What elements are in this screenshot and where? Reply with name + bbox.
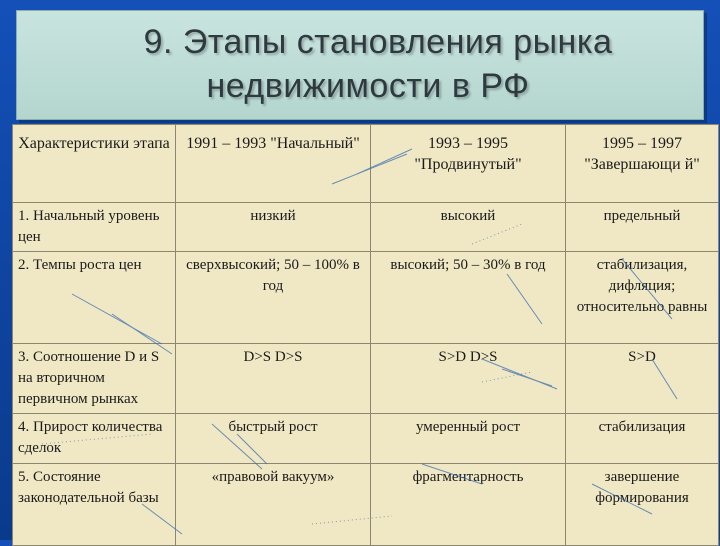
row-label-cell: 4. Прирост количества сделок <box>13 414 176 464</box>
table-cell: фрагментарность <box>371 464 566 546</box>
table-cell: стабилизация <box>566 414 719 464</box>
table-cell: предельный <box>566 203 719 252</box>
slide-title-line-1: 9. Этапы становления рынка <box>143 23 613 61</box>
header-cell-stage-1993-1995: 1993 – 1995 "Продвинутый" <box>371 125 566 203</box>
row-label-cell: 1. Начальный уровень цен <box>13 203 176 252</box>
table-row <box>13 203 719 252</box>
table-row <box>13 344 719 414</box>
header-cell-stage-1995-1997: 1995 – 1997 "Завершающи й" <box>566 125 719 203</box>
table-row <box>13 414 719 464</box>
table-cell: высокий <box>371 203 566 252</box>
row-label-cell: 2. Темпы роста цен <box>13 252 176 344</box>
row-label-cell: 5. Состояние законодательной базы <box>13 464 176 546</box>
slide-title-box <box>16 10 704 120</box>
table-cell: быстрый рост <box>176 414 371 464</box>
table-cell: умеренный рост <box>371 414 566 464</box>
table-header-row <box>13 125 719 203</box>
table-cell: низкий <box>176 203 371 252</box>
table-cell: S>D D>S <box>371 344 566 414</box>
table-cell: сверхвысокий; 50 – 100% в год <box>176 252 371 344</box>
row-label-cell: 3. Соотношение D и S на вторичном первичном рынках <box>13 344 176 414</box>
stages-table-container <box>12 124 718 538</box>
table-row <box>13 464 719 546</box>
table-row <box>13 252 719 344</box>
table-cell: S>D <box>566 344 719 414</box>
table-cell: завершение формирования <box>566 464 719 546</box>
table-cell: высокий; 50 – 30% в год <box>371 252 566 344</box>
header-cell-stage-1991-1993: 1991 – 1993 "Начальный" <box>176 125 371 203</box>
table-cell: «правовой вакуум» <box>176 464 371 546</box>
table-cell: D>S D>S <box>176 344 371 414</box>
slide-title-line-2: недвижимости в РФ <box>206 67 530 105</box>
stages-table <box>12 124 719 546</box>
header-cell-characteristics: Характеристики этапа <box>13 125 176 203</box>
table-cell: стабилизация, дифляция; относительно равны <box>566 252 719 344</box>
